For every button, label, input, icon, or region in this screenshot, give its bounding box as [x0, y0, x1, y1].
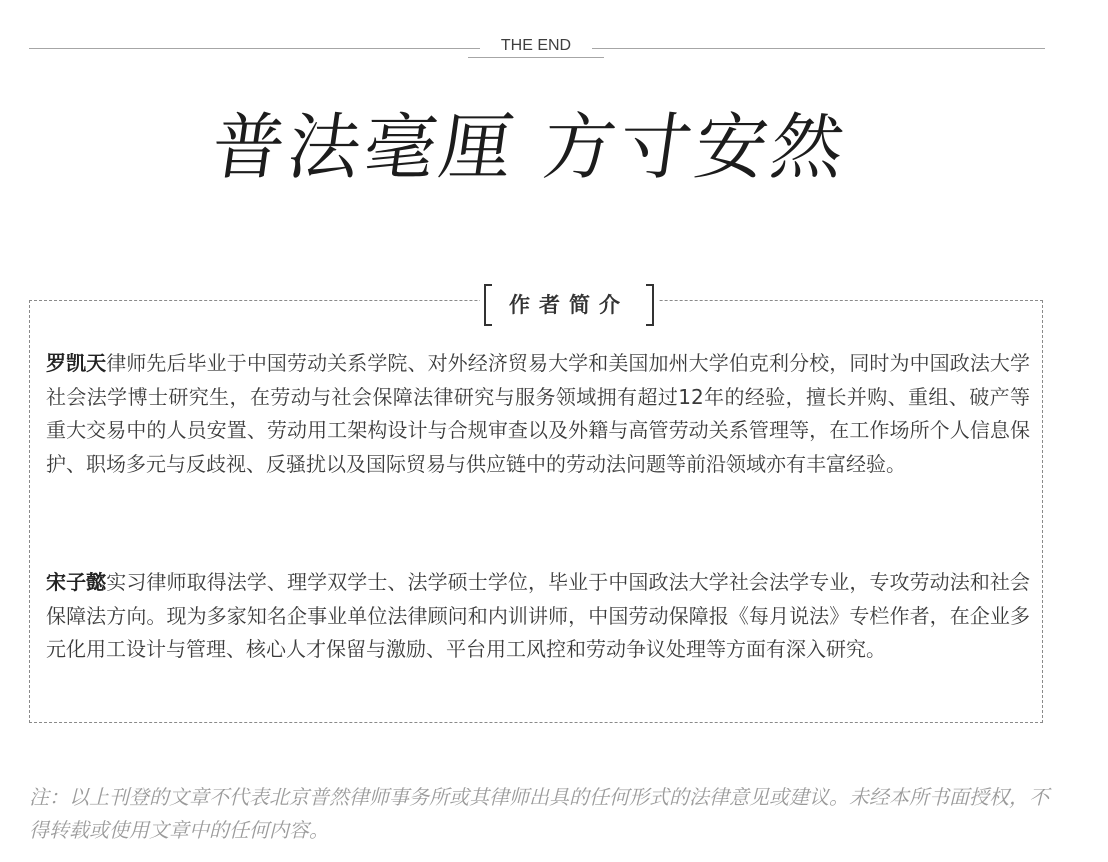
- the-end-underline: [468, 57, 604, 58]
- calligraphy-slogan: 普法毫厘 方寸安然: [206, 105, 854, 189]
- author-bio: [46, 347, 1030, 481]
- bracket-left-icon: [484, 284, 492, 326]
- the-end-label: THE END: [500, 37, 572, 54]
- author-intro-title-text: 作者简介: [509, 293, 629, 317]
- bracket-right-icon: [646, 284, 654, 326]
- the-end-divider: [29, 36, 1045, 62]
- author-bio-text: 实习律师取得法学、理学双学士、法学硕士学位，毕业于中国政法大学社会法学专业，专攻劳动法和社会保障法方向。现为多家知名企事业单位法律顾问和内训讲师，中国劳动保障报《每月说法》专栏作者，在企业多元化用工设计与管理、核心人才保留与激励、平台用工风控和劳动争议处理等方面有深入研究。: [46, 570, 1030, 661]
- author-intro-title: [480, 284, 658, 328]
- divider-line-right: [592, 48, 1045, 49]
- author-bio: [46, 566, 1030, 667]
- author-intro-box: [29, 293, 1043, 723]
- divider-line-left: [29, 48, 480, 49]
- author-name: 罗凯天: [46, 351, 107, 375]
- author-bio-text: 律师先后毕业于中国劳动关系学院、对外经济贸易大学和美国加州大学伯克利分校，同时为中国政法大学社会法学博士研究生，在劳动与社会保障法律研究与服务领域拥有超过12年的经验，擅长并购、重组、破产等重大交易中的人员安置、劳动用工架构设计与合规审查以及外籍与高管劳动关系管理等，在工作场所个人信息保护、职场多元与反歧视、反骚扰以及国际贸易与供应链中的劳动法问题等前沿领域亦有丰富经验。: [46, 351, 1030, 476]
- author-name: 宋子懿: [46, 570, 107, 594]
- disclaimer-note: 注：以上刊登的文章不代表北京普然律师事务所或其律师出具的任何形式的法律意见或建议。未经本所书面授权，不得转载或使用文章中的任何内容。: [29, 785, 1049, 842]
